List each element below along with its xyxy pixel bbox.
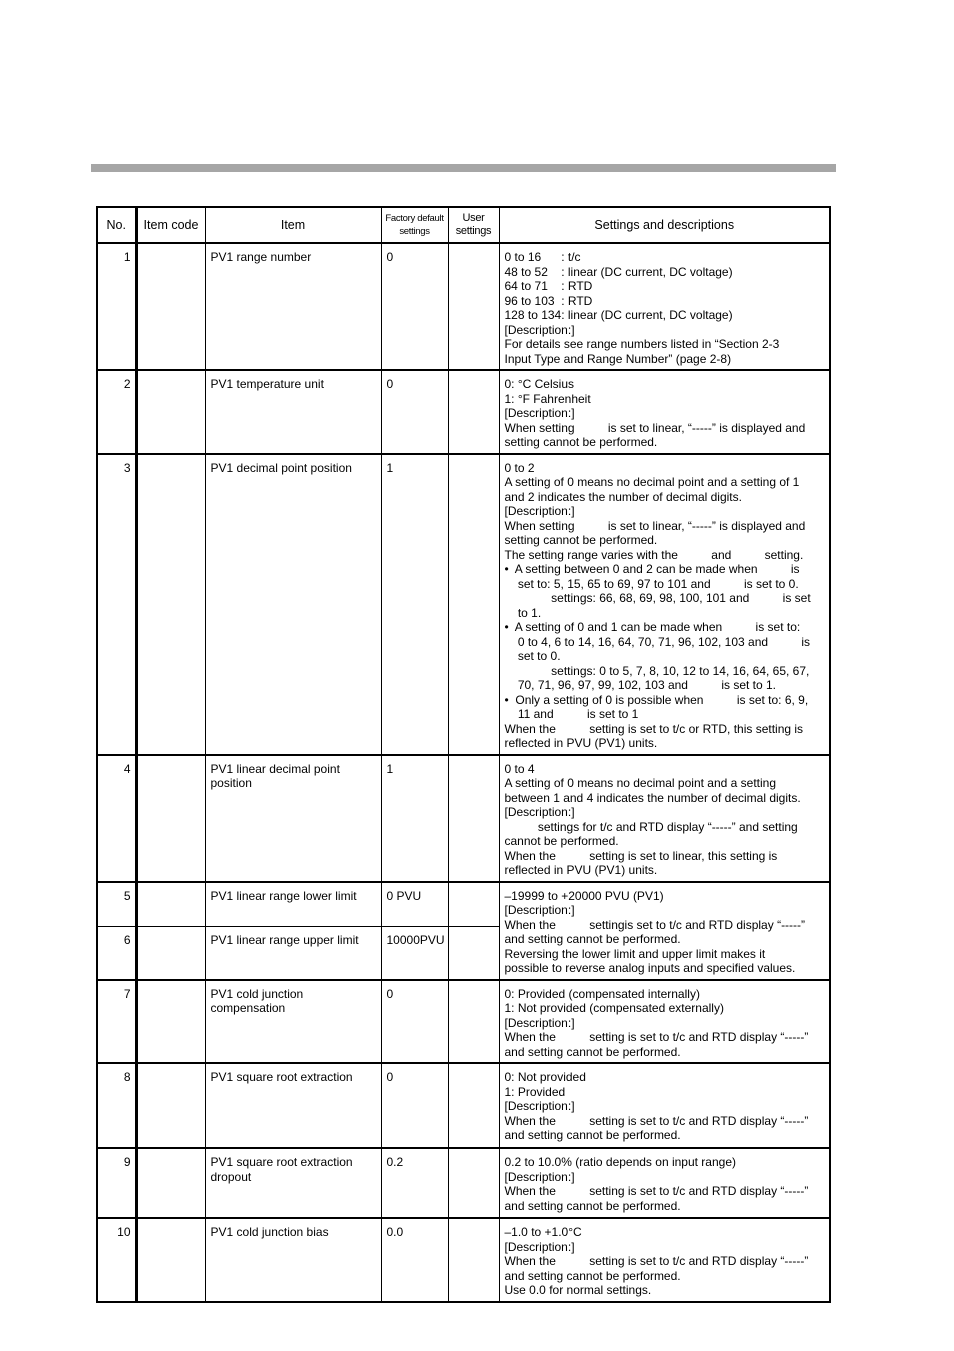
description-line: When the setting is set to t/c or RTD, this setting is: [504, 721, 804, 736]
description-line: Use 0.0 for normal settings.: [504, 1283, 652, 1297]
factory-default-value: 0: [381, 370, 448, 454]
table-row: [97, 1148, 830, 1218]
header-user-settings: [448, 207, 499, 243]
item-name: PV1 decimal point position: [205, 454, 381, 755]
description-line: When the setting is set to t/c and RTD display “-----”: [504, 1113, 809, 1128]
settings-description: [499, 1063, 830, 1148]
description-line: 1: Provided: [504, 1084, 566, 1099]
description-line: The setting range varies with the and setting.: [504, 547, 804, 562]
description-line: 64 to 71 : RTD: [504, 279, 593, 293]
description-line: Input Type and Range Number” (page 2-8): [504, 351, 732, 366]
settings-description: [499, 755, 830, 882]
description-line: Reversing the lower limit and upper limit makes it: [504, 946, 766, 961]
header-factory-default: [381, 207, 448, 243]
description-line: A setting of 0 means no decimal point and a setting of 1: [504, 475, 800, 489]
user-setting-cell: [448, 927, 499, 980]
header-no: No.: [97, 207, 136, 243]
item-name: PV1 range number: [205, 243, 381, 370]
item-code-cell: [136, 1063, 205, 1148]
description-line: [Description:]: [504, 1239, 575, 1254]
description-line: and setting cannot be performed.: [504, 932, 681, 946]
user-setting-cell: [448, 1148, 499, 1218]
description-line: and 2 indicates the number of decimal digits.: [504, 489, 742, 504]
factory-default-value: 0: [381, 980, 448, 1064]
item-name: PV1 temperature unit: [205, 370, 381, 454]
description-line: –19999 to +20000 PVU (PV1): [504, 888, 664, 903]
item-code-cell: [136, 1148, 205, 1218]
item-code-cell: [136, 454, 205, 755]
header-factory-line1: Factory default: [385, 213, 444, 224]
description-line: [Description:]: [504, 1099, 575, 1113]
description-line: When the setting is set to t/c and RTD display “-----”: [504, 1254, 809, 1268]
description-line: 0 to 16 : t/c: [504, 250, 581, 264]
row-number: 8: [97, 1063, 136, 1148]
description-line: • A setting of 0 and 1 can be made when is set to:: [504, 620, 801, 634]
settings-description: [499, 980, 830, 1064]
description-line: 1: Not provided (compensated externally): [504, 1001, 724, 1015]
description-line: [Description:]: [504, 903, 575, 917]
factory-default-value: 1: [381, 454, 448, 755]
row-number: 3: [97, 454, 136, 755]
settings-description: [499, 1218, 830, 1302]
item-code-cell: [136, 980, 205, 1064]
description-line: set to: 5, 15, 65 to 69, 97 to 101 and is set to 0.: [504, 576, 799, 591]
description-line: 128 to 134: linear (DC current, DC voltage): [504, 308, 733, 322]
description-line: reflected in PVU (PV1) units.: [504, 863, 658, 877]
header-item: Item: [205, 207, 381, 243]
description-line: between 1 and 4 indicates the number of decimal digits.: [504, 790, 801, 805]
description-line: When the setting is set to t/c and RTD display “-----”: [504, 1184, 809, 1198]
description-line: 0 to 2: [504, 460, 535, 475]
description-line: and setting cannot be performed.: [504, 1198, 681, 1213]
item-code-cell: [136, 1218, 205, 1302]
table-row: [97, 980, 830, 1064]
user-setting-cell: [448, 243, 499, 370]
description-line: • A setting between 0 and 2 can be made when is: [504, 562, 800, 576]
description-line: 48 to 52 : linear (DC current, DC voltage): [504, 264, 733, 279]
factory-default-value: 0 PVU: [381, 882, 448, 927]
description-line: to 1.: [504, 605, 542, 620]
table-row: [97, 243, 830, 370]
description-line: [Description:]: [504, 504, 575, 518]
description-line: When the settingis set to t/c and RTD display “-----”: [504, 917, 806, 932]
description-line: 0: °C Celsius: [504, 377, 574, 391]
description-line: 1: °F Fahrenheit: [504, 391, 591, 406]
description-line: 0 to 4: [504, 761, 535, 776]
table-row: [97, 755, 830, 882]
description-line: cannot be performed.: [504, 834, 619, 848]
settings-description: [499, 1148, 830, 1218]
description-line: setting cannot be performed.: [504, 435, 658, 449]
table-header-row: [97, 207, 830, 243]
user-setting-cell: [448, 980, 499, 1064]
user-setting-cell: [448, 882, 499, 927]
header-settings: Settings and descriptions: [499, 207, 830, 243]
description-line: [Description:]: [504, 406, 575, 420]
factory-default-value: 0: [381, 243, 448, 370]
description-line: settings for t/c and RTD display “-----” and setting: [504, 819, 798, 834]
item-code-cell: [136, 882, 205, 927]
description-line: settings: 66, 68, 69, 98, 100, 101 and is set: [504, 591, 811, 605]
row-number: 7: [97, 980, 136, 1064]
table-row: [97, 370, 830, 454]
settings-description: [499, 454, 830, 755]
table-row: [97, 882, 830, 927]
description-line: [Description:]: [504, 805, 575, 819]
item-name: PV1 linear decimal point position: [205, 755, 381, 882]
description-line: For details see range numbers listed in “Section 2-3: [504, 337, 780, 351]
description-line: 0 to 4, 6 to 14, 16, 64, 70, 71, 96, 102, 103 and is: [504, 634, 811, 649]
description-line: setting cannot be performed.: [504, 533, 658, 547]
row-number: 9: [97, 1148, 136, 1218]
description-line: 96 to 103 : RTD: [504, 293, 593, 308]
header-user-line1: User: [462, 212, 485, 224]
item-code-cell: [136, 243, 205, 370]
description-line: When the setting is set to linear, this setting is: [504, 848, 778, 863]
factory-default-value: 0.2: [381, 1148, 448, 1218]
description-line: and setting cannot be performed.: [504, 1044, 681, 1059]
table-row: [97, 1218, 830, 1302]
description-line: When the setting is set to t/c and RTD display “-----”: [504, 1030, 809, 1044]
row-number: 10: [97, 1218, 136, 1302]
table-row: [97, 1063, 830, 1148]
user-setting-cell: [448, 370, 499, 454]
description-line: possible to reverse analog inputs and specified values.: [504, 961, 796, 975]
item-name: PV1 square root extraction: [205, 1063, 381, 1148]
description-line: and setting cannot be performed.: [504, 1128, 681, 1142]
row-number: 6: [97, 927, 136, 980]
description-line: 0.2 to 10.0% (ratio depends on input range): [504, 1155, 736, 1169]
header-user-line2: settings: [455, 225, 492, 237]
description-line: [Description:]: [504, 1169, 575, 1184]
description-line: set to 0.: [504, 649, 561, 663]
header-factory-line2: settings: [399, 226, 430, 237]
row-number: 5: [97, 882, 136, 927]
settings-description: [499, 243, 830, 370]
factory-default-value: 0.0: [381, 1218, 448, 1302]
item-name: PV1 cold junction compensation: [205, 980, 381, 1064]
item-name: PV1 square root extraction dropout: [205, 1148, 381, 1218]
user-setting-cell: [448, 1218, 499, 1302]
table-row: [97, 454, 830, 755]
settings-description: [499, 882, 830, 980]
description-line: When setting is set to linear, “-----” is displayed and: [504, 518, 806, 533]
item-name: PV1 cold junction bias: [205, 1218, 381, 1302]
description-line: • Only a setting of 0 is possible when is set to: 6, 9,: [504, 692, 809, 707]
description-line: 0: Not provided: [504, 1070, 586, 1084]
item-code-cell: [136, 370, 205, 454]
item-name: PV1 linear range lower limit: [205, 882, 381, 927]
user-setting-cell: [448, 454, 499, 755]
description-line: and setting cannot be performed.: [504, 1268, 681, 1283]
item-code-cell: [136, 755, 205, 882]
description-line: [Description:]: [504, 1015, 575, 1030]
parameter-table: [96, 206, 831, 1303]
description-line: settings: 0 to 5, 7, 8, 10, 12 to 14, 16, 64, 65, 67,: [504, 663, 810, 678]
section-header-bar: [91, 164, 836, 172]
description-line: When setting is set to linear, “-----” is displayed and: [504, 420, 806, 435]
row-number: 4: [97, 755, 136, 882]
description-line: A setting of 0 means no decimal point and a setting: [504, 776, 777, 790]
row-number: 1: [97, 243, 136, 370]
user-setting-cell: [448, 755, 499, 882]
description-line: –1.0 to +1.0°C: [504, 1225, 582, 1239]
description-line: [Description:]: [504, 322, 575, 337]
settings-description: [499, 370, 830, 454]
item-code-cell: [136, 927, 205, 980]
row-number: 2: [97, 370, 136, 454]
factory-default-value: 10000PVU: [381, 927, 448, 980]
description-line: 11 and is set to 1: [504, 707, 639, 721]
description-line: reflected in PVU (PV1) units.: [504, 736, 658, 750]
user-setting-cell: [448, 1063, 499, 1148]
description-line: 70, 71, 96, 97, 99, 102, 103 and is set to 1.: [504, 678, 777, 692]
description-line: 0: Provided (compensated internally): [504, 986, 700, 1001]
header-item-code: Item code: [136, 207, 205, 243]
factory-default-value: 1: [381, 755, 448, 882]
item-name: PV1 linear range upper limit: [205, 927, 381, 980]
factory-default-value: 0: [381, 1063, 448, 1148]
